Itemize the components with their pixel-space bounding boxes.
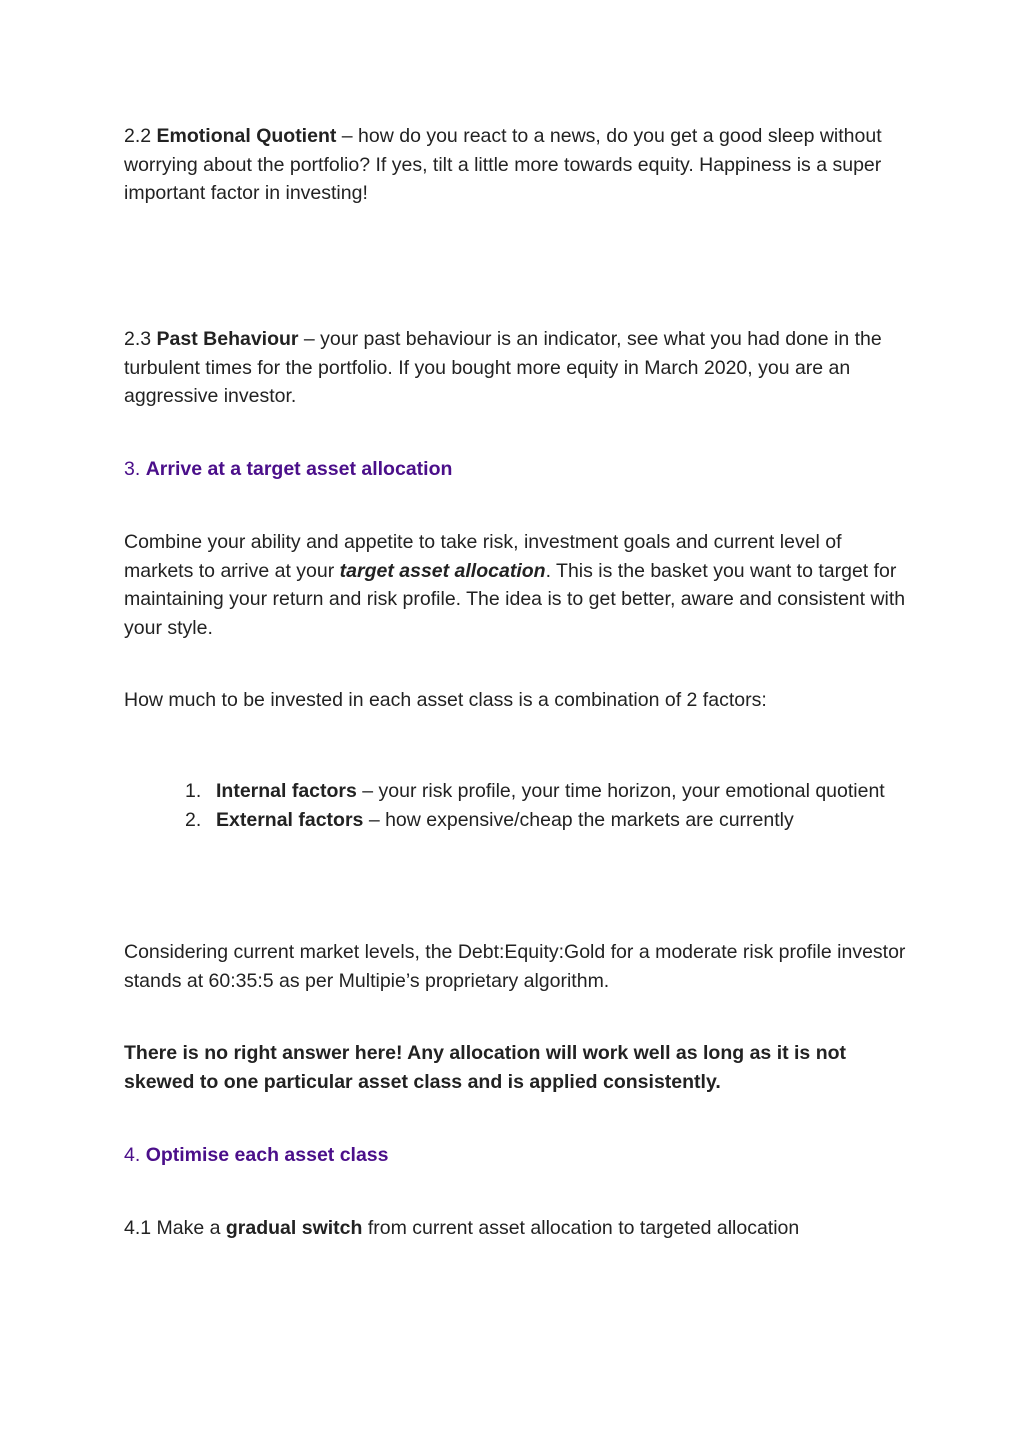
paragraph-text: 4.1 Make a [124, 1217, 226, 1239]
heading-title: Optimise each asset class [145, 1144, 389, 1166]
paragraph-emotional-quotient [124, 122, 914, 208]
paragraph-text: from current asset allocation to targeted allocation [362, 1217, 800, 1239]
list-number: 1. [185, 780, 202, 802]
section-number: 2.2 [124, 125, 152, 147]
heading-optimise-asset-class [124, 1141, 914, 1170]
section-number: 2.3 [124, 328, 152, 350]
paragraph-gradual-switch [124, 1214, 914, 1243]
heading-title: Arrive at a target asset allocation [145, 458, 453, 480]
list-number: 2. [185, 808, 202, 831]
list-text: – your risk profile, your time horizon, your emotional quotient [356, 780, 885, 802]
heading-target-asset-allocation [124, 455, 914, 484]
paragraph-text: – how do you react to a news, do you get a good sleep without worrying about the portfolio? If yes, tilt a little more towards equity. Happiness is a super important factor in investing! [124, 125, 882, 204]
factors-list [124, 777, 914, 834]
paragraph-text: . This is the basket you want to target for maintaining your return and risk profile. The idea is to get better, aware and consistent with your style. [124, 559, 906, 639]
list-text: – how expensive/cheap the markets are currently [363, 808, 794, 831]
list-item [124, 806, 914, 835]
paragraph-text: – your past behaviour is an indicator, see what you had done in the turbulent times for the portfolio. If you bought more equity in March 2020, you are an aggressive investor. [124, 328, 882, 407]
heading-number: 3. [124, 458, 141, 480]
term-emotional-quotient: Emotional Quotient [156, 125, 337, 147]
paragraph-combine [124, 528, 914, 642]
paragraph-past-behaviour [124, 325, 914, 411]
term-internal-factors: Internal factors [216, 780, 357, 802]
paragraph-considering: Considering current market levels, the Debt:Equity:Gold for a moderate risk profile investor stands at 60:35:5 as per Multipie’s proprietary algorithm. [124, 941, 906, 992]
heading-number: 4. [124, 1144, 141, 1166]
term-external-factors: External factors [216, 808, 364, 831]
list-item [124, 777, 914, 806]
paragraph-no-right-answer: There is no right answer here! Any allocation will work well as long as it is not skewed to one particular asset class and is applied consistently. [124, 1042, 847, 1093]
term-target-asset-allocation: target asset allocation [339, 559, 546, 582]
paragraph-how-much: How much to be invested in each asset class is a combination of 2 factors: [124, 689, 767, 711]
term-gradual-switch: gradual switch [225, 1217, 363, 1239]
term-past-behaviour: Past Behaviour [156, 328, 299, 350]
paragraph-text: Combine your ability and appetite to take risk, investment goals and current level of markets to arrive at your [124, 531, 842, 582]
